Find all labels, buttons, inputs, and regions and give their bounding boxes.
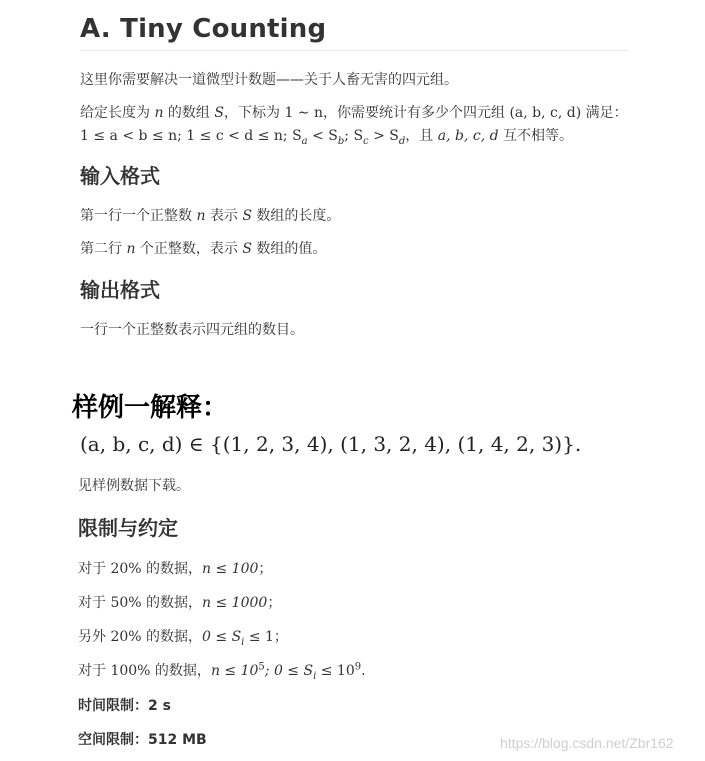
problem-title: A. Tiny Counting bbox=[80, 14, 327, 44]
limit-line-1: 对于 20% 的数据，n ≤ 100； bbox=[78, 561, 273, 577]
sample-formula: (a, b, c, d) ∈ {(1, 2, 3, 4), (1, 3, 2, 4), (1, 4, 2, 3)}. bbox=[80, 432, 582, 456]
input-format-heading: 输入格式 bbox=[80, 164, 160, 188]
limits-heading: 限制与约定 bbox=[78, 516, 178, 540]
limit-line-2: 对于 50% 的数据，n ≤ 1000； bbox=[78, 595, 282, 611]
statement-line-1: 给定长度为 n 的数组 S，下标为 1 ∼ n，你需要统计有多少个四元组 (a, b, c, d) 满足： bbox=[80, 105, 628, 121]
time-limit: 时间限制：2 s bbox=[78, 698, 171, 714]
see-sample-text: 见样例数据下载。 bbox=[78, 478, 190, 494]
limit-line-4: 对于 100% 的数据，$n \le 10^5$; $0 \le S_i \le 10^9$. bbox=[78, 661, 366, 682]
statement-line-2: 1 ≤ a < b ≤ n; 1 ≤ c < d ≤ n; $S_a < S_b$; $S_c > S_d$，且 a, b, c, d 互不相等。 bbox=[80, 128, 574, 147]
input-line-1: 第一行一个正整数 n 表示 S 数组的长度。 bbox=[80, 208, 341, 224]
sample-explanation-heading: 样例一解释： bbox=[72, 393, 229, 423]
intro-text: 这里你需要解决一道微型计数题——关于人畜无害的四元组。 bbox=[80, 72, 458, 88]
watermark-text: https://blog.csdn.net/Zbr162 bbox=[500, 735, 674, 751]
output-format-heading: 输出格式 bbox=[80, 278, 160, 302]
title-divider bbox=[80, 50, 628, 51]
output-line: 一行一个正整数表示四元组的数目。 bbox=[80, 322, 304, 338]
input-line-2: 第二行 n 个正整数，表示 S 数组的值。 bbox=[80, 241, 327, 257]
limit-line-3: 另外 20% 的数据，$0 \le S_i \le 1$； bbox=[78, 629, 288, 648]
space-limit: 空间限制：512 MB bbox=[78, 732, 207, 748]
